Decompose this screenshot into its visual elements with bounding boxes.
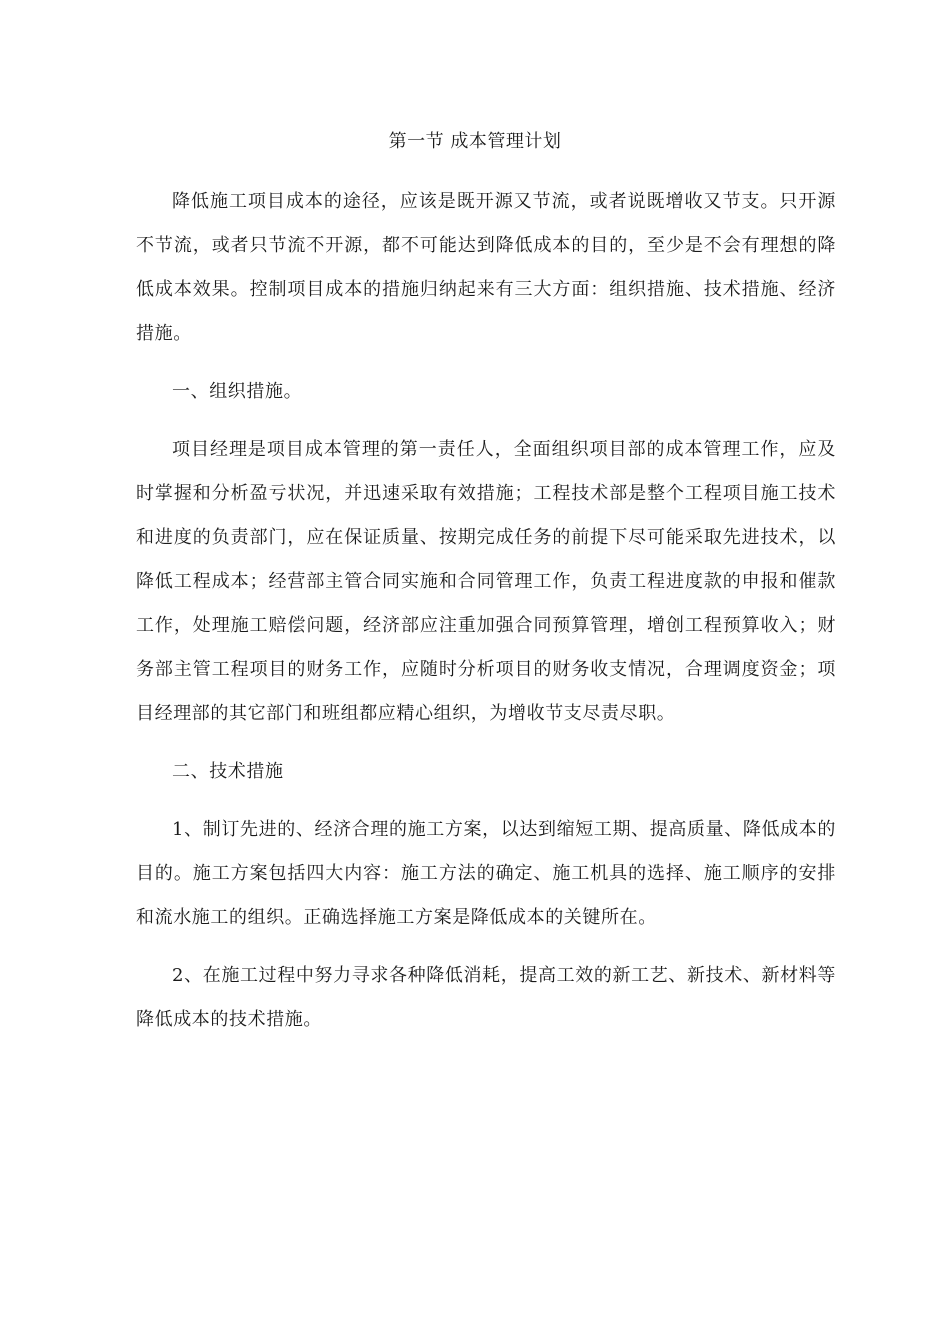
paragraph-technical-2: 2、在施工过程中努力寻求各种降低消耗，提高工效的新工艺、新技术、新材料等降低成本的技术措施。 xyxy=(136,965,836,1030)
paragraph-organization: 项目经理是项目成本管理的第一责任人，全面组织项目部的成本管理工作，应及时掌握和分析盈亏状况，并迅速采取有效措施；工程技术部是整个工程项目施工技术和进度的负责部门，应在保证质量、按期完成任务的前提下尽可能采取先进技术，以降低工程成本；经营部主管合同实施和合同管理工作，负责工程进度款的申报和催款工作，处理施工赔偿问题，经济部应注重加强合同预算管理，增创工程预算收入；财务部主管工程项目的财务工作，应随时分析项目的财务收支情况，合理调度资金；项目经理部的其它部门和班组都应精心组织，为增收节支尽责尽职。 xyxy=(136,439,836,724)
paragraph-intro: 降低施工项目成本的途径，应该是既开源又节流，或者说既增收又节支。只开源不节流，或者只节流不开源，都不可能达到降低成本的目的，至少是不会有理想的降低成本效果。控制项目成本的措施归纳起来有三大方面：组织措施、技术措施、经济措施。 xyxy=(136,191,836,344)
heading-organization-measures: 一、组织措施。 xyxy=(172,381,303,402)
heading-technical-measures: 二、技术措施 xyxy=(172,761,284,782)
document-body xyxy=(136,180,836,1056)
section-title: 第一节 成本管理计划 xyxy=(388,131,562,152)
paragraph-technical-1: 1、制订先进的、经济合理的施工方案，以达到缩短工期、提高质量、降低成本的目的。施工方案包括四大内容：施工方法的确定、施工机具的选择、施工顺序的安排和流水施工的组织。正确选择施工方案是降低成本的关键所在。 xyxy=(136,819,836,928)
